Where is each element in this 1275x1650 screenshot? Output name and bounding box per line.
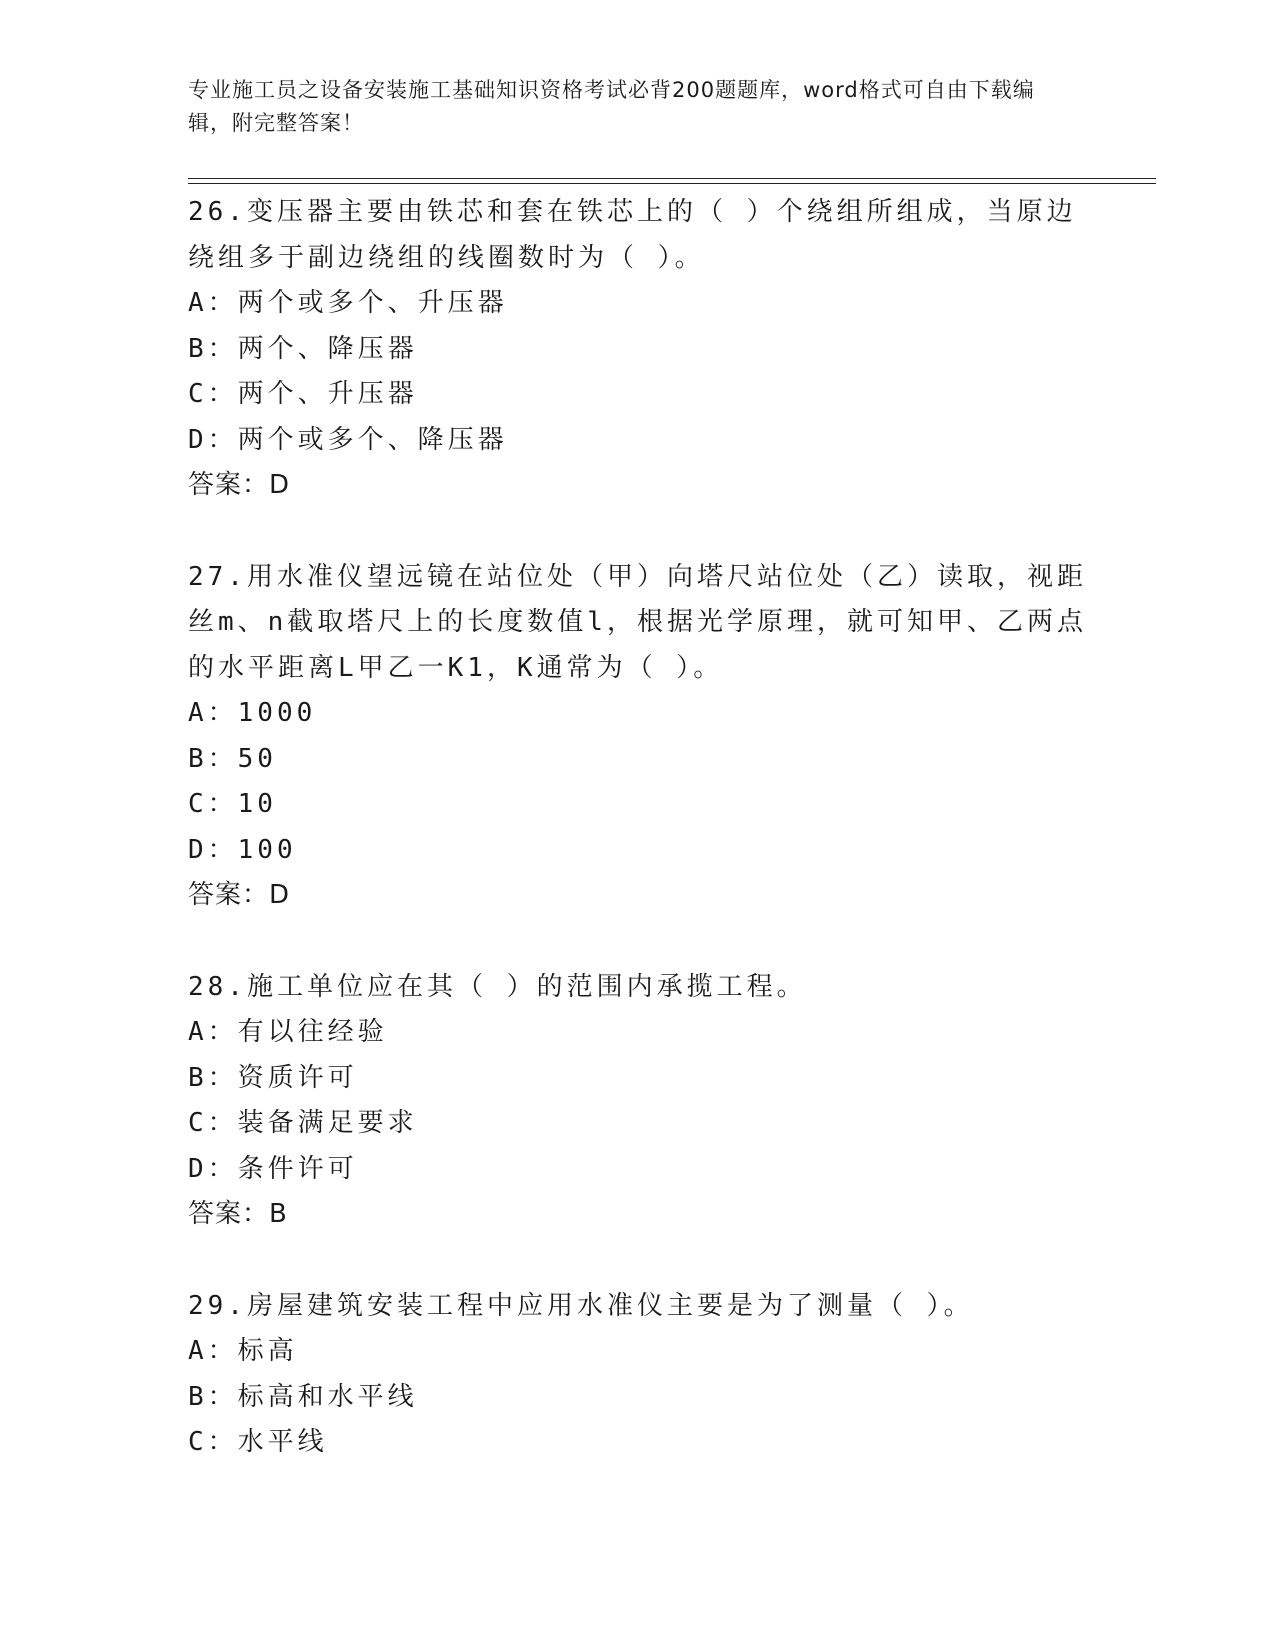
option-a: A：1000 — [188, 698, 317, 728]
answer: 答案：D — [188, 470, 291, 500]
option-a: A：标高 — [188, 1336, 298, 1366]
document-header: 专业施工员之设备安装施工基础知识资格考试必背200题题库，word格式可自由下载编辑，附完整答案！ — [188, 78, 1035, 135]
question-29 — [188, 1284, 1088, 1466]
question-text: 26.变压器主要由铁芯和套在铁芯上的（ ）个绕组所组成，当原边绕组多于副边绕组的线圈数时为（ ）。 — [188, 197, 1077, 273]
option-b: B：50 — [188, 743, 277, 774]
answer: 答案：D — [188, 880, 291, 910]
answer: 答案：B — [188, 1199, 288, 1229]
question-text: 28.施工单位应在其（ ）的范围内承揽工程。 — [188, 971, 807, 1002]
option-b: B：资质许可 — [188, 1062, 358, 1093]
option-d: D：条件许可 — [188, 1153, 358, 1184]
option-c: C：水平线 — [188, 1427, 328, 1457]
question-28 — [188, 965, 1088, 1238]
option-c: C：装备满足要求 — [188, 1108, 418, 1138]
option-d: D：100 — [188, 834, 297, 865]
question-text: 29.房屋建筑安装工程中应用水准仪主要是为了测量（ ）。 — [188, 1290, 974, 1321]
option-b: B：两个、降压器 — [188, 333, 418, 364]
option-a: A：有以往经验 — [188, 1017, 388, 1047]
header-rule-bottom — [188, 183, 1156, 184]
question-list — [188, 190, 1088, 1466]
question-text: 27.用水准仪望远镜在站位处（甲）向塔尺站位处（乙）读取，视距丝m、n截取塔尺上的长度数值l，根据光学原理，就可知甲、乙两点的水平距离L甲乙一K1，K通常为（ ）。 — [188, 561, 1087, 683]
option-b: B：标高和水平线 — [188, 1381, 418, 1412]
option-c: C：10 — [188, 789, 277, 819]
option-a: A：两个或多个、升压器 — [188, 288, 508, 318]
option-c: C：两个、升压器 — [188, 379, 418, 409]
option-d: D：两个或多个、降压器 — [188, 424, 508, 455]
question-27 — [188, 555, 1088, 919]
question-26 — [188, 190, 1088, 509]
header-rule-top — [188, 178, 1156, 179]
